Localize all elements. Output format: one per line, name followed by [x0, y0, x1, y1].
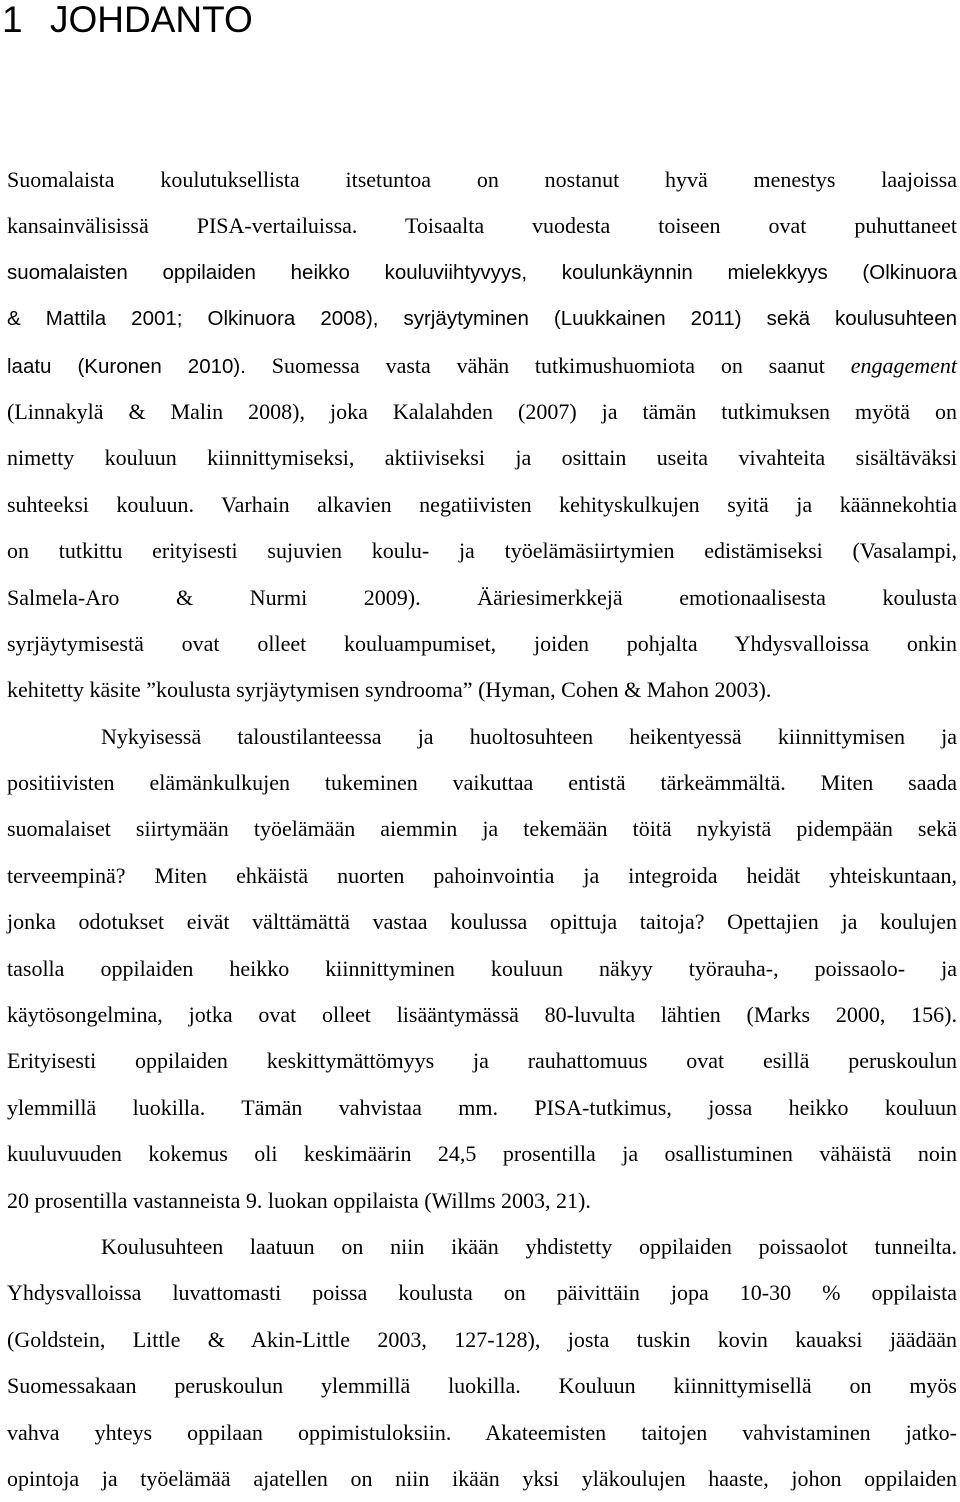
text-line: suomalaisten oppilaiden heikko kouluviihtyvyys, koulunkäynnin mielekkyys (Olkinuora: [7, 260, 957, 284]
text-line: Erityisesti oppilaiden keskittymättömyys ja rauhattomuus ovat esillä peruskoulun: [7, 1048, 957, 1074]
text-line: [7, 343, 957, 389]
text-line: (Goldstein, Little & Akin-Little 2003, 127-128), josta tuskin kovin kauaksi jäädään: [7, 1326, 957, 1352]
text-line: kuuluvuuden kokemus oli keskimäärin 24,5 prosentilla ja osallistuminen vähäistä noin: [7, 1141, 957, 1167]
text-line: kansainvälisissä PISA-vertailuissa. Toisaalta vuodesta toiseen ovat puhuttaneet: [7, 213, 957, 239]
text-line: syrjäytymisestä ovat olleet kouluampumiset, joiden pohjalta Yhdysvalloissa onkin: [7, 630, 957, 656]
text-line: Suomessakaan peruskoulun ylemmillä luokilla. Kouluun kiinnittymisellä on myös: [7, 1373, 957, 1399]
text-line: 20 prosentilla vastanneista 9. luokan oppilaista (Willms 2003, 21).: [7, 1187, 591, 1213]
chapter-title: JOHDANTO: [50, 0, 253, 40]
text-line: kehitetty käsite ”koulusta syrjäytymisen syndrooma” (Hyman, Cohen & Mahon 2003).: [7, 677, 772, 703]
text-line: & Mattila 2001; Olkinuora 2008), syrjäytyminen (Luukkainen 2011) sekä koulusuhteen: [7, 307, 957, 331]
text-line: vahva yhteys oppilaan oppimistuloksiin. Akateemisten taitojen vahvistaminen jatko-: [7, 1419, 957, 1445]
text-line: Salmela-Aro & Nurmi 2009). Ääriesimerkkejä emotionaalisesta koulusta: [7, 584, 957, 610]
text-line: suomalaiset siirtymään työelämään aiemmin ja tekemään töitä nykyistä pidempään sekä: [7, 816, 957, 842]
text-segment: laatu (Kuronen 2010).: [7, 354, 246, 378]
text-line: positiivisten elämänkulkujen tukeminen vaikuttaa entistä tärkeämmältä. Miten saada: [7, 770, 957, 796]
text-line: terveempinä? Miten ehkäistä nuorten pahoinvointia ja integroida heidät yhteiskuntaan,: [7, 862, 957, 888]
text-line: Nykyisessä taloustilanteessa ja huoltosuhteen heikentyessä kiinnittymisen ja: [101, 723, 957, 749]
italic-term: engagement: [850, 352, 957, 378]
text-line: opintoja ja työelämää ajatellen on niin ikään yksi yläkoulujen haaste, johon oppilaiden: [7, 1465, 957, 1491]
body-text: [7, 157, 957, 1502]
text-line: käytösongelmina, jotka ovat olleet lisääntymässä 80-luvulta lähtien (Marks 2000, 156).: [7, 1002, 957, 1028]
text-line: jonka odotukset eivät välttämättä vastaa koulussa opittuja taitoja? Opettajien ja koulujen: [7, 909, 957, 935]
text-line: on tutkittu erityisesti sujuvien koulu- ja työelämäsiirtymien edistämiseksi (Vasalampi,: [7, 538, 957, 564]
text-segment: Suomessa vasta vähän tutkimushuomiota on saanut: [245, 352, 851, 378]
text-line: Suomalaista koulutuksellista itsetuntoa on nostanut hyvä menestys laajoissa: [7, 167, 957, 192]
text-line: (Linnakylä & Malin 2008), joka Kalalahden (2007) ja tämän tutkimuksen myötä on: [7, 398, 957, 424]
text-line: Koulusuhteen laatuun on niin ikään yhdistetty oppilaiden poissaolot tunneilta.: [101, 1233, 957, 1259]
chapter-number: 1: [2, 0, 23, 40]
text-line: Yhdysvalloissa luvattomasti poissa koulusta on päivittäin jopa 10-30 % oppilaista: [7, 1280, 957, 1306]
text-line: ylemmillä luokilla. Tämän vahvistaa mm. PISA-tutkimus, jossa heikko kouluun: [7, 1094, 957, 1120]
text-line: tasolla oppilaiden heikko kiinnittyminen kouluun näkyy työrauha-, poissaolo- ja: [7, 955, 957, 981]
text-line: suhteeksi kouluun. Varhain alkavien negatiivisten kehityskulkujen syitä ja käännekohtia: [7, 491, 957, 517]
text-line: nimetty kouluun kiinnittymiseksi, aktiiviseksi ja osittain useita vivahteita sisältäväksi: [7, 445, 957, 471]
chapter-heading: [2, 0, 253, 40]
